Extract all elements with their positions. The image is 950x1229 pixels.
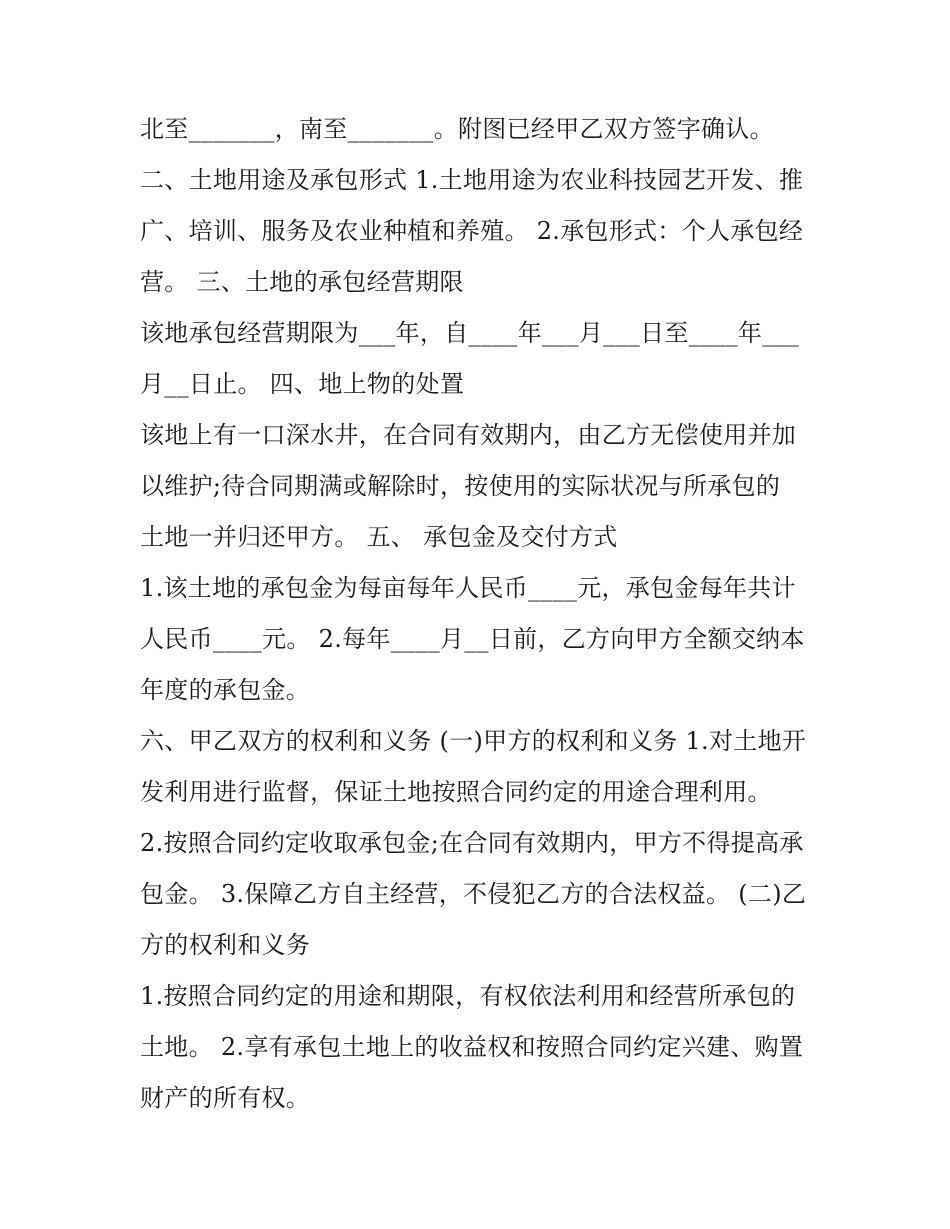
text-line: 二、土地用途及承包形式 1.土地用途为农业科技园艺开发、推 bbox=[140, 166, 804, 194]
text-line: 2.按照合同约定收取承包金;在合同有效期内，甲方不得提高承 bbox=[140, 829, 804, 857]
text-line: 营。 三、土地的承包经营期限 bbox=[140, 268, 464, 296]
text-line: 人民币____元。 2.每年____月__日前，乙方向甲方全额交纳本 bbox=[140, 625, 805, 653]
text-line: 财产的所有权。 bbox=[140, 1084, 311, 1112]
text-line: 发利用进行监督，保证土地按照合同约定的用途合理利用。 bbox=[140, 778, 772, 806]
text-line: 该地上有一口深水井，在合同有效期内，由乙方无偿使用并加 bbox=[140, 421, 797, 449]
text-line: 1.按照合同约定的用途和期限，有权依法利用和经营所承包的 bbox=[140, 982, 796, 1010]
text-line: 土地。 2.享有承包土地上的收益权和按照合同约定兴建、购置 bbox=[140, 1033, 804, 1061]
text-line: 包金。 3.保障乙方自主经营，不侵犯乙方的合法权益。 (二)乙 bbox=[140, 880, 807, 908]
text-line: 1.该土地的承包金为每亩每年人民币____元，承包金每年共计 bbox=[140, 574, 796, 602]
text-line: 方的权利和义务 bbox=[140, 931, 311, 959]
text-line: 广、培训、服务及农业种植和养殖。 2.承包形式：个人承包经 bbox=[140, 217, 804, 245]
document-body bbox=[140, 104, 820, 1124]
text-line: 以维护;待合同期满或解除时，按使用的实际状况与所承包的 bbox=[140, 472, 781, 500]
text-line: 该地承包经营期限为___年，自____年___月___日至____年___ bbox=[140, 319, 800, 347]
text-line: 月__日止。 四、地上物的处置 bbox=[140, 370, 465, 398]
text-line: 六、甲乙双方的权利和义务 (一)甲方的权利和义务 1.对土地开 bbox=[140, 727, 807, 755]
text-line: 年度的承包金。 bbox=[140, 676, 311, 704]
text-line: 北至_______，南至_______。附图已经甲乙双方签字确认。 bbox=[140, 115, 774, 143]
text-line: 土地一并归还甲方。 五、 承包金及交付方式 bbox=[140, 523, 618, 551]
